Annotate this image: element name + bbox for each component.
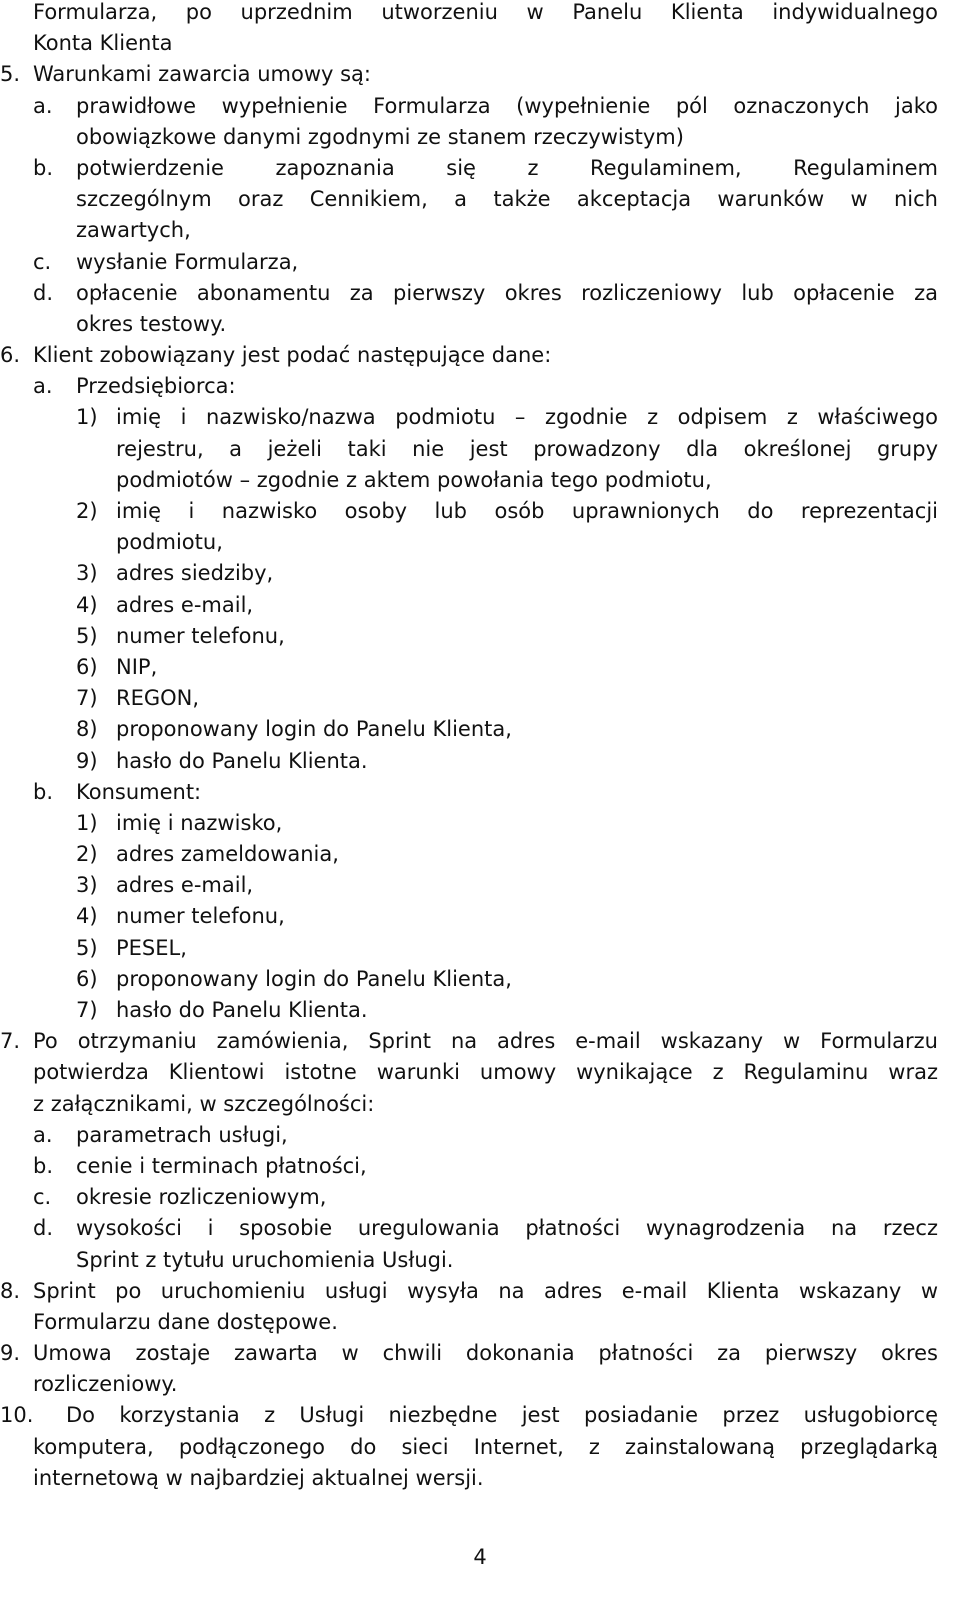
list-item-text: numer telefonu, bbox=[116, 623, 285, 648]
list-marker: 8) bbox=[76, 717, 98, 742]
page-number: 4 bbox=[473, 1545, 487, 1569]
text-line: Sprint z tytułu uruchomienia Usługi. bbox=[76, 1247, 454, 1272]
list-item-text: PESEL, bbox=[116, 935, 187, 960]
list-item bbox=[33, 153, 938, 184]
list-item bbox=[76, 714, 960, 745]
list-item-text: proponowany login do Panelu Klienta, bbox=[116, 966, 512, 991]
list-item-text: parametrach usługi, bbox=[76, 1122, 288, 1147]
text-line: obowiązkowe danymi zgodnymi ze stanem rzeczywistym) bbox=[76, 124, 684, 149]
list-marker: 3) bbox=[76, 873, 98, 898]
list-item-text: Klient zobowiązany jest podać następujące dane: bbox=[33, 343, 552, 368]
list-item-text: proponowany login do Panelu Klienta, bbox=[116, 717, 512, 742]
list-marker: 7) bbox=[76, 686, 98, 711]
list-item-text: potwierdzenie zapoznania się z Regulaminem, Regulaminem bbox=[76, 155, 938, 180]
list-item bbox=[33, 371, 960, 402]
list-marker: 9. bbox=[0, 1341, 21, 1366]
list-item bbox=[76, 995, 960, 1026]
list-item-text: adres siedziby, bbox=[116, 561, 274, 586]
list-item bbox=[33, 1182, 960, 1213]
list-marker: 6) bbox=[76, 654, 98, 679]
list-item bbox=[33, 91, 938, 122]
list-item bbox=[33, 1151, 960, 1182]
list-marker: b. bbox=[33, 155, 54, 180]
list-marker: 4) bbox=[76, 592, 98, 617]
list-item bbox=[76, 933, 960, 964]
list-marker: d. bbox=[33, 280, 54, 305]
list-item-text: numer telefonu, bbox=[116, 904, 285, 929]
list-item-text: hasło do Panelu Klienta. bbox=[116, 748, 368, 773]
list-item bbox=[33, 247, 960, 278]
list-item bbox=[0, 1338, 938, 1369]
list-item-text: Sprint po uruchomieniu usługi wysyła na adres e-mail Klienta wskazany w bbox=[33, 1278, 938, 1303]
list-marker: 4) bbox=[76, 904, 98, 929]
text-line: podmiotu, bbox=[116, 530, 223, 555]
list-item bbox=[76, 496, 938, 527]
list-item bbox=[76, 870, 960, 901]
text-line: szczególnym oraz Cennikiem, a także akceptacja warunków w nich bbox=[76, 187, 938, 212]
text-line: okres testowy. bbox=[76, 311, 227, 336]
list-item bbox=[0, 1026, 938, 1057]
list-item bbox=[76, 839, 960, 870]
list-item-text: Umowa zostaje zawarta w chwili dokonania płatności za pierwszy okres bbox=[33, 1341, 938, 1366]
list-item-text: cenie i terminach płatności, bbox=[76, 1153, 367, 1178]
list-item bbox=[0, 340, 960, 371]
list-item-text: imię i nazwisko/nazwa podmiotu – zgodnie z odpisem z właściwego bbox=[116, 405, 938, 430]
list-marker: c. bbox=[33, 249, 52, 274]
list-item bbox=[76, 558, 960, 589]
list-marker: 10. bbox=[0, 1403, 34, 1428]
text-line: z załącznikami, w szczególności: bbox=[33, 1091, 375, 1116]
list-marker: 8. bbox=[0, 1278, 21, 1303]
list-marker: d. bbox=[33, 1216, 54, 1241]
list-marker: 2) bbox=[76, 499, 98, 523]
text-line: rozliczeniowy. bbox=[33, 1372, 178, 1397]
list-item bbox=[0, 1400, 938, 1431]
list-marker: 9) bbox=[76, 748, 98, 773]
list-marker: b. bbox=[33, 779, 54, 804]
list-marker: a. bbox=[33, 93, 53, 118]
list-item bbox=[33, 1120, 960, 1151]
text-line: internetową w najbardziej aktualnej wersji. bbox=[33, 1465, 484, 1490]
list-marker: 1) bbox=[76, 810, 98, 835]
list-item bbox=[33, 1213, 938, 1244]
list-item-text: NIP, bbox=[116, 654, 158, 679]
list-marker: 5) bbox=[76, 935, 98, 960]
text-line: Formularza, po uprzednim utworzeniu w Panelu Klienta indywidualnego bbox=[33, 0, 938, 24]
list-item-text: okresie rozliczeniowym, bbox=[76, 1185, 327, 1210]
list-item-text: REGON, bbox=[116, 686, 200, 711]
list-item bbox=[76, 621, 960, 652]
list-item bbox=[0, 1276, 938, 1307]
text-line: komputera, podłączonego do sieci Internet, z zainstalowaną przeglądarką bbox=[33, 1434, 938, 1459]
list-item bbox=[33, 278, 938, 309]
text-line: potwierdza Klientowi istotne warunki umowy wynikające z Regulaminu wraz bbox=[33, 1060, 938, 1085]
list-item bbox=[76, 808, 960, 839]
list-item-text: wysokości i sposobie uregulowania płatności wynagrodzenia na rzecz bbox=[76, 1216, 938, 1241]
list-item bbox=[76, 402, 938, 433]
text-line: zawartych, bbox=[76, 218, 191, 243]
list-item-text: prawidłowe wypełnienie Formularza (wypełnienie pól oznaczonych jako bbox=[76, 93, 938, 118]
list-item-text: adres zameldowania, bbox=[116, 842, 339, 867]
list-marker: 3) bbox=[76, 561, 98, 586]
list-item-text: Konsument: bbox=[76, 779, 202, 804]
list-marker: 7. bbox=[0, 1029, 21, 1054]
list-item bbox=[76, 964, 960, 995]
list-item-text: hasło do Panelu Klienta. bbox=[116, 998, 368, 1022]
list-marker: c. bbox=[33, 1185, 52, 1210]
list-marker: 6) bbox=[76, 966, 98, 991]
list-marker: a. bbox=[33, 1122, 53, 1147]
list-marker: 6. bbox=[0, 343, 21, 368]
list-marker: 5) bbox=[76, 623, 98, 648]
list-marker: 7) bbox=[76, 998, 98, 1022]
list-marker: 5. bbox=[0, 62, 21, 87]
text-line: rejestru, a jeżeli taki nie jest prowadzony dla określonej grupy bbox=[116, 436, 938, 461]
list-marker: 1) bbox=[76, 405, 98, 430]
list-item-text: wysłanie Formularza, bbox=[76, 249, 299, 274]
list-item-text: Po otrzymaniu zamówienia, Sprint na adres e-mail wskazany w Formularzu bbox=[33, 1029, 938, 1054]
list-item bbox=[76, 652, 960, 683]
list-item-text: adres e-mail, bbox=[116, 592, 254, 617]
list-item-text: Przedsiębiorca: bbox=[76, 374, 236, 399]
list-item bbox=[0, 59, 960, 90]
list-item-text: imię i nazwisko, bbox=[116, 810, 283, 835]
list-marker: a. bbox=[33, 374, 53, 399]
list-item-text: Do korzystania z Usługi niezbędne jest posiadanie przez usługobiorcę bbox=[66, 1403, 938, 1428]
list-item-text: imię i nazwisko osoby lub osób uprawnionych do reprezentacji bbox=[116, 499, 938, 523]
list-item bbox=[76, 683, 960, 714]
list-marker: 2) bbox=[76, 842, 98, 867]
list-item bbox=[76, 901, 960, 932]
list-item-text: Warunkami zawarcia umowy są: bbox=[33, 62, 371, 87]
list-item bbox=[33, 777, 960, 808]
text-line: Konta Klienta bbox=[33, 31, 173, 56]
list-item-text: opłacenie abonamentu za pierwszy okres rozliczeniowy lub opłacenie za bbox=[76, 280, 938, 305]
list-item bbox=[76, 746, 960, 777]
list-marker: b. bbox=[33, 1153, 54, 1178]
list-item-text: adres e-mail, bbox=[116, 873, 254, 898]
text-line: podmiotów – zgodnie z aktem powołania tego podmiotu, bbox=[116, 467, 712, 492]
list-item bbox=[76, 590, 960, 621]
text-line: Formularzu dane dostępowe. bbox=[33, 1309, 338, 1334]
